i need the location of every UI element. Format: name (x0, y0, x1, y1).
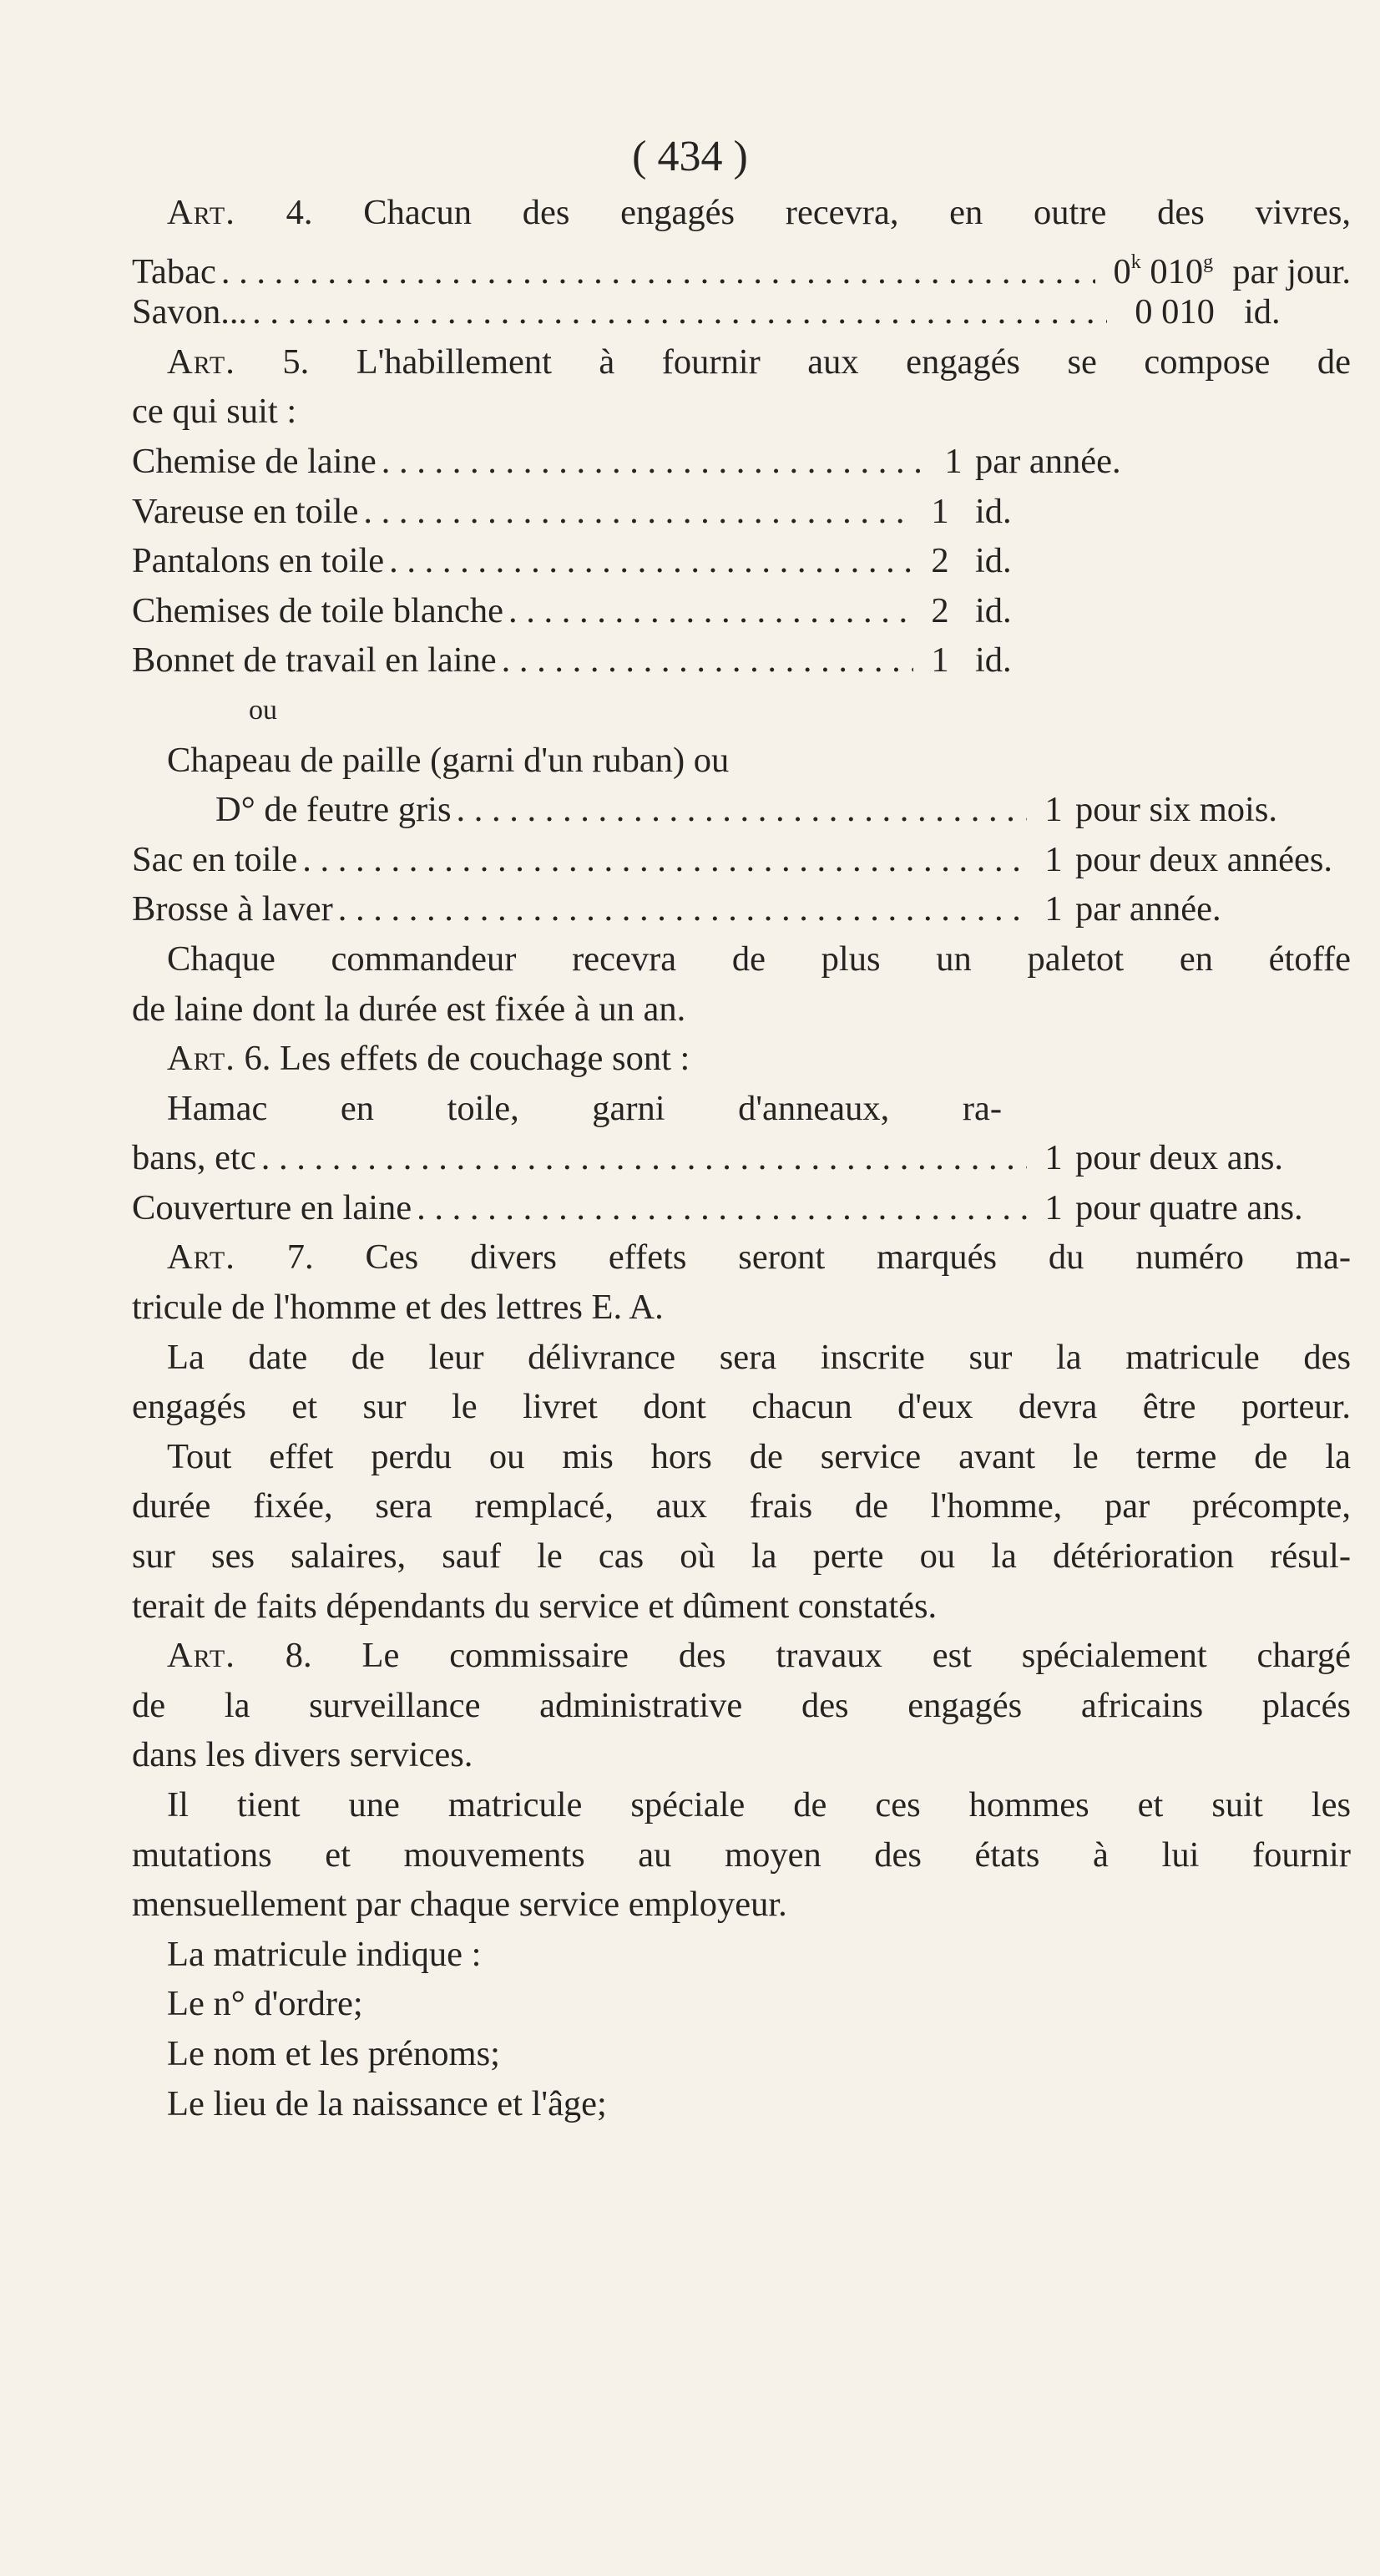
paragraph-line: Le nom et les prénoms; (167, 2033, 500, 2073)
art7-intro: Art. 7. Ces divers effets seront marqués du numéro ma- (167, 1237, 1351, 1278)
ration-row-tabac: Tabac . . . 0$^k$ 010$^g$ par jour. (132, 238, 1351, 288)
paragraph-line: de laine dont la durée est fixée à un an. (132, 989, 686, 1029)
paragraph-line: mutations et mouvements au moyen des états à lui fournir (132, 1835, 1351, 1875)
paragraph-line: Tout effet perdu ou mis hors de service avant le terme de la (167, 1436, 1351, 1476)
paragraph-line: mensuellement par chaque service employeur. (132, 1885, 787, 1925)
paragraph-line: La date de leur délivrance sera inscrite sur la matricule des (167, 1337, 1351, 1377)
bedding-row: Couverture en laine . . . 1 pour quatre ans. (132, 1183, 1351, 1233)
clothing-row: Chemises de toile blanche . . . 2 id. (132, 586, 1351, 636)
clothing-row: Sac en toile . . . 1 pour deux années. (132, 835, 1351, 885)
paragraph-line: engagés et sur le livret dont chacun d'eux devra être porteur. (132, 1387, 1351, 1427)
paragraph-line: de la surveillance administrative des engagés africains placés (132, 1685, 1351, 1725)
clothing-row: Brosse à laver . . . 1 par année. (132, 884, 1351, 934)
paragraph-line: Il tient une matricule spéciale de ces hommes et suit les (167, 1785, 1351, 1824)
clothing-row: Bonnet de travail en laine . . . 1 id. (132, 635, 1351, 686)
clothing-row: Chemise de laine . . . 1 par année. (132, 437, 1351, 487)
paragraph-line: sur ses salaires, sauf le cas où la perte ou la détérioration résul- (132, 1536, 1351, 1576)
paragraph-line: dans les divers services. (132, 1735, 473, 1775)
ration-row-savon: Savon... . . . 0 010 id. (132, 287, 1351, 337)
paragraph-line: ce qui suit : (132, 392, 297, 432)
clothing-row: Vareuse en toile . . . 1 id. (132, 487, 1351, 537)
art5-intro: Art. 5. L'habillement à fournir aux engagés se compose de (167, 342, 1351, 382)
paragraph-line: Le n° d'ordre; (167, 1984, 363, 2024)
art6-intro: Art. 6. Les effets de couchage sont : (167, 1039, 690, 1079)
paragraph-line: durée fixée, sera remplacé, aux frais de l'homme, par précompte, (132, 1486, 1351, 1526)
paragraph-line: Hamac en toile, garni d'anneaux, ra- (167, 1088, 1002, 1128)
paragraph-line: Le lieu de la naissance et l'âge; (167, 2083, 607, 2123)
page-text (132, 188, 1351, 2128)
paragraph-line: tricule de l'homme et des lettres E. A. (132, 1288, 664, 1328)
paragraph-line: terait de faits dépendants du service et dûment constatés. (132, 1586, 938, 1626)
paragraph-line: Chaque commandeur recevra de plus un paletot en étoffe (167, 939, 1351, 979)
bedding-row: bans, etc . . . 1 pour deux ans. (132, 1133, 1351, 1183)
article-label: Art. (167, 193, 235, 232)
clothing-row: Pantalons en toile . . . 2 id. (132, 536, 1351, 586)
ou-line: ou (249, 694, 277, 726)
paragraph-line: Chapeau de paille (garni d'un ruban) ou (167, 740, 730, 780)
paragraph-line: La matricule indique : (167, 1934, 482, 1974)
clothing-row: D° de feutre gris . . . 1 pour six mois. (132, 785, 1351, 835)
art8-intro: Art. 8. Le commissaire des travaux est spécialement chargé (167, 1636, 1351, 1676)
page-number: ( 434 ) (632, 133, 748, 180)
art4-intro: Art. 4. Chacun des engagés recevra, en outre des vivres, (167, 193, 1351, 232)
